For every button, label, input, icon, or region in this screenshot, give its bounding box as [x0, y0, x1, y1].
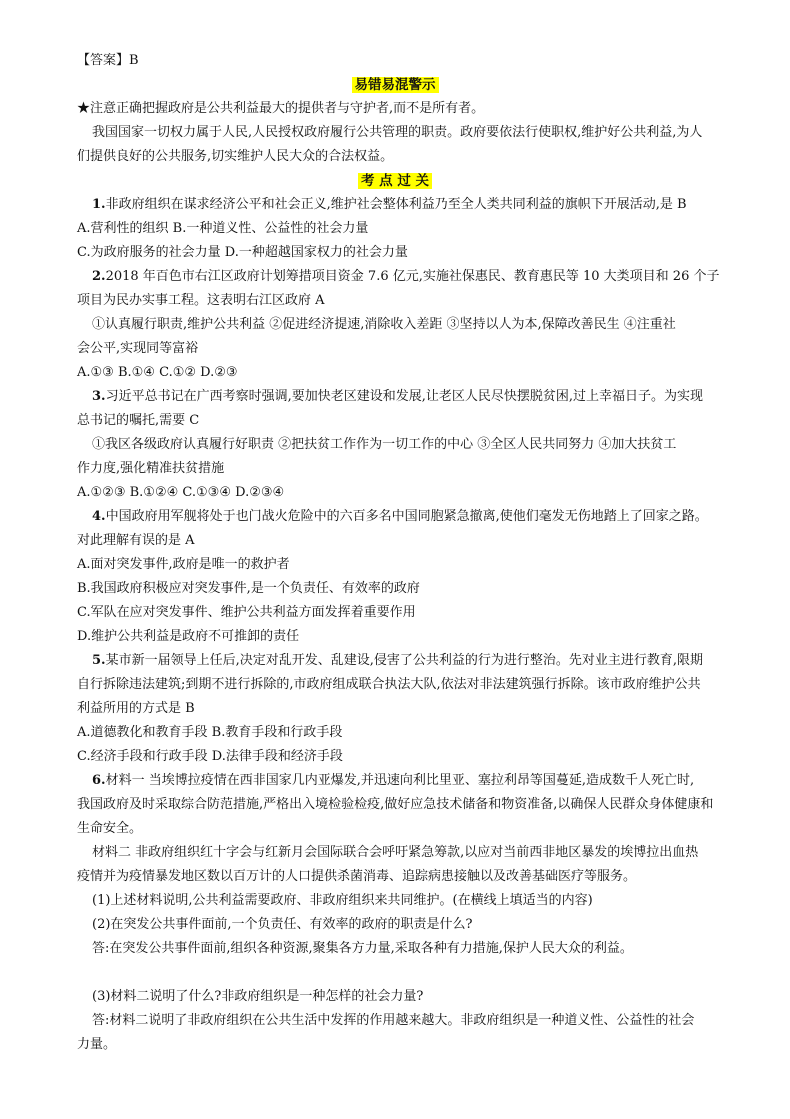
q6-material-1-text: 材料一 当埃博拉疫情在西非国家几内亚爆发,并迅速向利比里亚、塞拉利昂等国蔓延,造成数千人死亡时, [105, 773, 695, 788]
q4-option-a: A.面对突发事件,政府是唯一的救护者 [77, 557, 290, 572]
q6-material-1-line-1 [92, 772, 694, 790]
q6-answer-3-line-1: 答:材料二说明了非政府组织在公共生活中发挥的作用越来越大。非政府组织是一种道义性、公益性的社会 [92, 1013, 695, 1028]
q2-items-line-2: 会公平,实现同等富裕 [77, 341, 199, 356]
q4-option-b: B.我国政府积极应对突发事件,是一个负责任、有效率的政府 [77, 581, 420, 596]
q1-stem [92, 196, 687, 214]
warning-paragraph-line-2: 们提供良好的公共服务,切实维护人民大众的合法权益。 [77, 149, 394, 164]
q2-items-line-1: ①认真履行职责,维护公共利益 ②促进经济提速,消除收入差距 ③坚持以人为本,保障改善民生 ④注重社 [92, 317, 676, 332]
q2-stem-line-2: 项目为民办实事工程。这表明右江区政府 A [77, 293, 325, 308]
q2-stem-line-1 [92, 268, 719, 286]
q6-sub-question-1: (1)上述材料说明,公共利益需要政府、非政府组织来共同维护。(在横线上填适当的内容) [92, 893, 593, 908]
q6-material-1-line-3: 生命安全。 [77, 821, 143, 836]
warning-title: 易错易混警示 [352, 77, 439, 93]
section-title: 考 点 过 关 [358, 173, 432, 189]
q1-number: 1. [92, 197, 106, 212]
q1-stem-text: 非政府组织在谋求经济公平和社会正义,维护社会整体利益乃至全人类共同利益的旗帜下开展活动,是 B [105, 197, 687, 212]
q5-options-cd: C.经济手段和行政手段 D.法律手段和经济手段 [77, 749, 343, 764]
q5-stem-line-3: 利益所用的方式是 B [77, 701, 195, 716]
q5-stem-line-2: 自行拆除违法建筑;到期不进行拆除的,市政府组成联合执法大队,依法对非法建筑强行拆除。该市政府维护公共 [77, 677, 701, 692]
q3-items-line-2: 作力度,强化精准扶贫措施 [77, 461, 225, 476]
q5-stem-line-1 [92, 652, 703, 670]
q3-number: 3. [92, 389, 106, 404]
q3-stem-line-1 [92, 388, 703, 406]
q2-stem-text: 2018 年百色市右江区政府计划筹措项目资金 7.6 亿元,实施社保惠民、教育惠民等 10 大类项目和 26 个子 [105, 269, 720, 284]
section-title-row [0, 172, 790, 191]
q4-stem-line-2: 对此理解有误的是 A [77, 533, 195, 548]
q5-number: 5. [92, 653, 106, 668]
q4-stem-line-1 [92, 508, 708, 526]
answer-line: 【答案】B [77, 53, 139, 68]
q6-sub-question-2: (2)在突发公共事件面前,一个负责任、有效率的政府的职责是什么? [92, 917, 473, 932]
q3-stem-text: 习近平总书记在广西考察时强调,要加快老区建设和发展,让老区人民尽快摆脱贫困,过上幸福日子。为实现 [105, 389, 703, 404]
warning-paragraph-line-1: 我国国家一切权力属于人民,人民授权政府履行公共管理的职责。政府要依法行使职权,维护好公共利益,为人 [92, 125, 703, 140]
q3-stem-line-2: 总书记的嘱托,需要 C [77, 413, 200, 428]
q6-material-1-line-2: 我国政府及时采取综合防范措施,严格出入境检验检疫,做好应急技术储备和物资准备,以确保人民群众身体健康和 [77, 797, 714, 812]
q6-number: 6. [92, 773, 106, 788]
q1-options-cd: C.为政府服务的社会力量 D.一种超越国家权力的社会力量 [77, 245, 408, 260]
q2-number: 2. [92, 269, 106, 284]
q6-sub-question-3: (3)材料二说明了什么?非政府组织是一种怎样的社会力量? [92, 989, 424, 1004]
q6-answer-2: 答:在突发公共事件面前,组织各种资源,聚集各方力量,采取各种有力措施,保护人民大众的利益。 [92, 941, 633, 956]
q3-options: A.①②③ B.①②④ C.①③④ D.②③④ [77, 485, 285, 500]
q6-answer-3-line-2: 力量。 [77, 1037, 117, 1052]
q4-number: 4. [92, 509, 106, 524]
q4-stem-text: 中国政府用军舰将处于也门战火危险中的六百多名中国同胞紧急撤离,使他们毫发无伤地踏上了回家之路。 [105, 509, 708, 524]
q6-material-2-line-2: 疫情并为疫情暴发地区数以百万计的人口提供杀菌消毒、追踪病患接触以及改善基础医疗等服务。 [77, 869, 637, 884]
q4-option-c: C.军队在应对突发事件、维护公共利益方面发挥着重要作用 [77, 605, 416, 620]
q3-items-line-1: ①我区各级政府认真履行好职责 ②把扶贫工作作为一切工作的中心 ③全区人民共同努力 ④加大扶贫工 [92, 437, 677, 452]
q2-options: A.①③ B.①④ C.①② D.②③ [77, 365, 238, 380]
warning-star: ★注意正确把握政府是公共利益最大的提供者与守护者,而不是所有者。 [77, 101, 485, 116]
q4-option-d: D.维护公共利益是政府不可推卸的责任 [77, 629, 300, 644]
warning-title-row [0, 76, 790, 95]
q5-options-ab: A.道德教化和教育手段 B.教育手段和行政手段 [77, 725, 343, 740]
q5-stem-text: 某市新一届领导上任后,决定对乱开发、乱建设,侵害了公共利益的行为进行整治。先对业主进行教育,限期 [105, 653, 703, 668]
q1-options-ab: A.营利性的组织 B.一种道义性、公益性的社会力量 [77, 221, 369, 236]
q6-material-2-line-1: 材料二 非政府组织红十字会与红新月会国际联合会呼吁紧急筹款,以应对当前西非地区暴发的埃博拉出血热 [92, 845, 699, 860]
